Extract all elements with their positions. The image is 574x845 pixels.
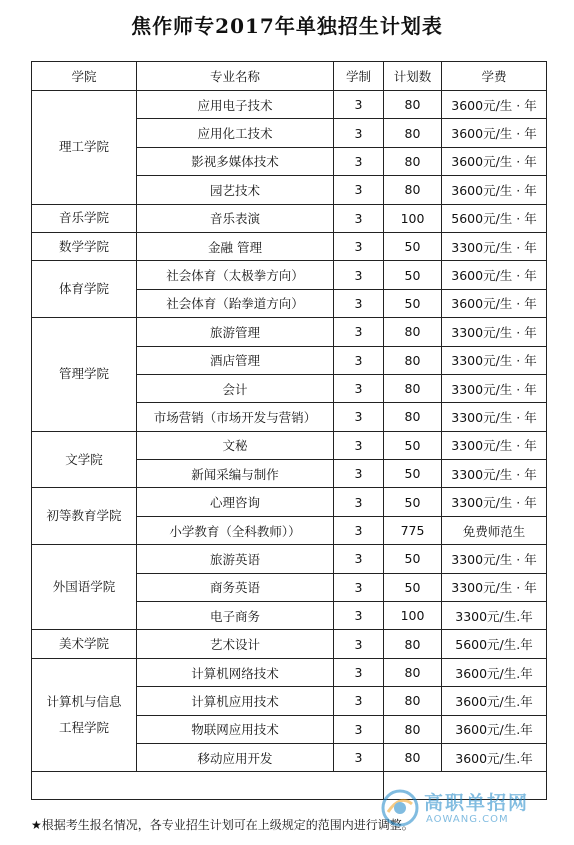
plan-count-cell: 50: [384, 232, 442, 260]
plan-count-cell: 50: [384, 460, 442, 488]
table-row: [32, 658, 547, 686]
college-cell: 管理学院: [32, 318, 137, 432]
watermark-subtext: AOWANG.COM: [426, 814, 509, 825]
table-row: [32, 232, 547, 260]
years-cell: 3: [334, 289, 384, 317]
years-cell: 3: [334, 346, 384, 374]
table-row: [32, 545, 547, 573]
major-cell: 市场营销（市场开发与营销）: [137, 403, 334, 431]
years-cell: 3: [334, 232, 384, 260]
watermark-text: 高职单招网: [424, 792, 530, 814]
fee-cell: 3600元/生.年: [442, 715, 547, 743]
college-cell: 数学学院: [32, 232, 137, 260]
fee-cell: 3300元/生 · 年: [442, 346, 547, 374]
fee-cell: 3300元/生 · 年: [442, 545, 547, 573]
plan-count-cell: 100: [384, 204, 442, 232]
fee-cell: 5600元/生.年: [442, 630, 547, 658]
fee-cell: 3600元/生 · 年: [442, 119, 547, 147]
plan-count-cell: 50: [384, 573, 442, 601]
years-cell: 3: [334, 715, 384, 743]
major-cell: 小学教育（全科教师））: [137, 516, 334, 544]
plan-count-cell: 80: [384, 658, 442, 686]
fee-cell: 3600元/生.年: [442, 743, 547, 771]
years-cell: 3: [334, 488, 384, 516]
major-cell: 社会体育（太极拳方向）: [137, 261, 334, 289]
years-cell: 3: [334, 374, 384, 402]
major-cell: 应用电子技术: [137, 91, 334, 119]
major-cell: 影视多媒体技术: [137, 147, 334, 175]
blank-cell-left: [32, 772, 384, 800]
plan-count-cell: 80: [384, 374, 442, 402]
major-cell: 心理咨询: [137, 488, 334, 516]
years-cell: 3: [334, 431, 384, 459]
table-row: [32, 261, 547, 289]
plan-count-cell: 80: [384, 176, 442, 204]
major-cell: 计算机网络技术: [137, 658, 334, 686]
table-row: [32, 488, 547, 516]
major-cell: 艺术设计: [137, 630, 334, 658]
table-body: [32, 91, 547, 772]
major-cell: 移动应用开发: [137, 743, 334, 771]
header-years: 学制: [334, 62, 384, 91]
plan-count-cell: 80: [384, 346, 442, 374]
years-cell: 3: [334, 460, 384, 488]
years-cell: 3: [334, 119, 384, 147]
major-cell: 文秘: [137, 431, 334, 459]
plan-count-cell: 50: [384, 545, 442, 573]
fee-cell: 3300元/生 · 年: [442, 318, 547, 346]
plan-count-cell: 80: [384, 743, 442, 771]
years-cell: 3: [334, 318, 384, 346]
college-cell: 理工学院: [32, 91, 137, 205]
header-plan: 计划数: [384, 62, 442, 91]
college-cell: 体育学院: [32, 261, 137, 318]
fee-cell: 3300元/生 · 年: [442, 431, 547, 459]
college-cell: 计算机与信息 工程学院: [32, 658, 137, 772]
college-cell: 文学院: [32, 431, 137, 488]
years-cell: 3: [334, 687, 384, 715]
fee-cell: 3300元/生 · 年: [442, 403, 547, 431]
years-cell: 3: [334, 403, 384, 431]
fee-cell: 5600元/生 · 年: [442, 204, 547, 232]
plan-count-cell: 50: [384, 289, 442, 317]
years-cell: 3: [334, 261, 384, 289]
major-cell: 音乐表演: [137, 204, 334, 232]
table-row: [32, 431, 547, 459]
years-cell: 3: [334, 545, 384, 573]
plan-count-cell: 775: [384, 516, 442, 544]
years-cell: 3: [334, 516, 384, 544]
fee-cell: 3600元/生 · 年: [442, 91, 547, 119]
years-cell: 3: [334, 658, 384, 686]
table-header-row: [32, 62, 547, 91]
table-row: [32, 318, 547, 346]
plan-count-cell: 80: [384, 147, 442, 175]
major-cell: 物联网应用技术: [137, 715, 334, 743]
fee-cell: 3600元/生.年: [442, 658, 547, 686]
major-cell: 旅游管理: [137, 318, 334, 346]
fee-cell: 3300元/生 · 年: [442, 488, 547, 516]
major-cell: 旅游英语: [137, 545, 334, 573]
major-cell: 电子商务: [137, 602, 334, 630]
plan-count-cell: 100: [384, 602, 442, 630]
years-cell: 3: [334, 176, 384, 204]
watermark-logo-icon: [380, 788, 420, 828]
major-cell: 应用化工技术: [137, 119, 334, 147]
years-cell: 3: [334, 743, 384, 771]
years-cell: 3: [334, 147, 384, 175]
fee-cell: 3600元/生.年: [442, 687, 547, 715]
college-cell: 初等教育学院: [32, 488, 137, 545]
major-cell: 计算机应用技术: [137, 687, 334, 715]
footnote: ★根据考生报名情况，各专业招生计划可在上级规定的范围内进行调整。: [31, 818, 414, 832]
fee-cell: 3300元/生 · 年: [442, 460, 547, 488]
plan-count-cell: 50: [384, 488, 442, 516]
fee-cell: 3600元/生 · 年: [442, 147, 547, 175]
years-cell: 3: [334, 573, 384, 601]
major-cell: 新闻采编与制作: [137, 460, 334, 488]
header-fee: 学费: [442, 62, 547, 91]
fee-cell: 3300元/生.年: [442, 602, 547, 630]
table-row: [32, 204, 547, 232]
fee-cell: 3600元/生 · 年: [442, 261, 547, 289]
plan-count-cell: 80: [384, 687, 442, 715]
major-cell: 会计: [137, 374, 334, 402]
fee-cell: 3600元/生 · 年: [442, 176, 547, 204]
years-cell: 3: [334, 602, 384, 630]
fee-cell: 3300元/生 · 年: [442, 374, 547, 402]
major-cell: 酒店管理: [137, 346, 334, 374]
table-row: [32, 630, 547, 658]
enrollment-plan-table: [31, 61, 547, 800]
plan-count-cell: 80: [384, 403, 442, 431]
plan-count-cell: 80: [384, 91, 442, 119]
major-cell: 金融 管理: [137, 232, 334, 260]
major-cell: 园艺技术: [137, 176, 334, 204]
years-cell: 3: [334, 204, 384, 232]
fee-cell: 3300元/生 · 年: [442, 232, 547, 260]
header-college: 学院: [32, 62, 137, 91]
fee-cell: 3600元/生 · 年: [442, 289, 547, 317]
plan-count-cell: 80: [384, 119, 442, 147]
page-title: 焦作师专2017年单独招生计划表: [131, 14, 443, 38]
plan-count-cell: 50: [384, 261, 442, 289]
years-cell: 3: [334, 630, 384, 658]
college-cell: 音乐学院: [32, 204, 137, 232]
fee-cell: 3300元/生 · 年: [442, 573, 547, 601]
plan-count-cell: 80: [384, 318, 442, 346]
major-cell: 社会体育（跆拳道方向）: [137, 289, 334, 317]
fee-cell: 免费师范生: [442, 516, 547, 544]
header-major: 专业名称: [137, 62, 334, 91]
table-row: [32, 91, 547, 119]
college-cell: 美术学院: [32, 630, 137, 658]
plan-count-cell: 50: [384, 431, 442, 459]
college-cell: 外国语学院: [32, 545, 137, 630]
watermark: [380, 786, 570, 836]
years-cell: 3: [334, 91, 384, 119]
plan-count-cell: 80: [384, 630, 442, 658]
major-cell: 商务英语: [137, 573, 334, 601]
plan-count-cell: 80: [384, 715, 442, 743]
